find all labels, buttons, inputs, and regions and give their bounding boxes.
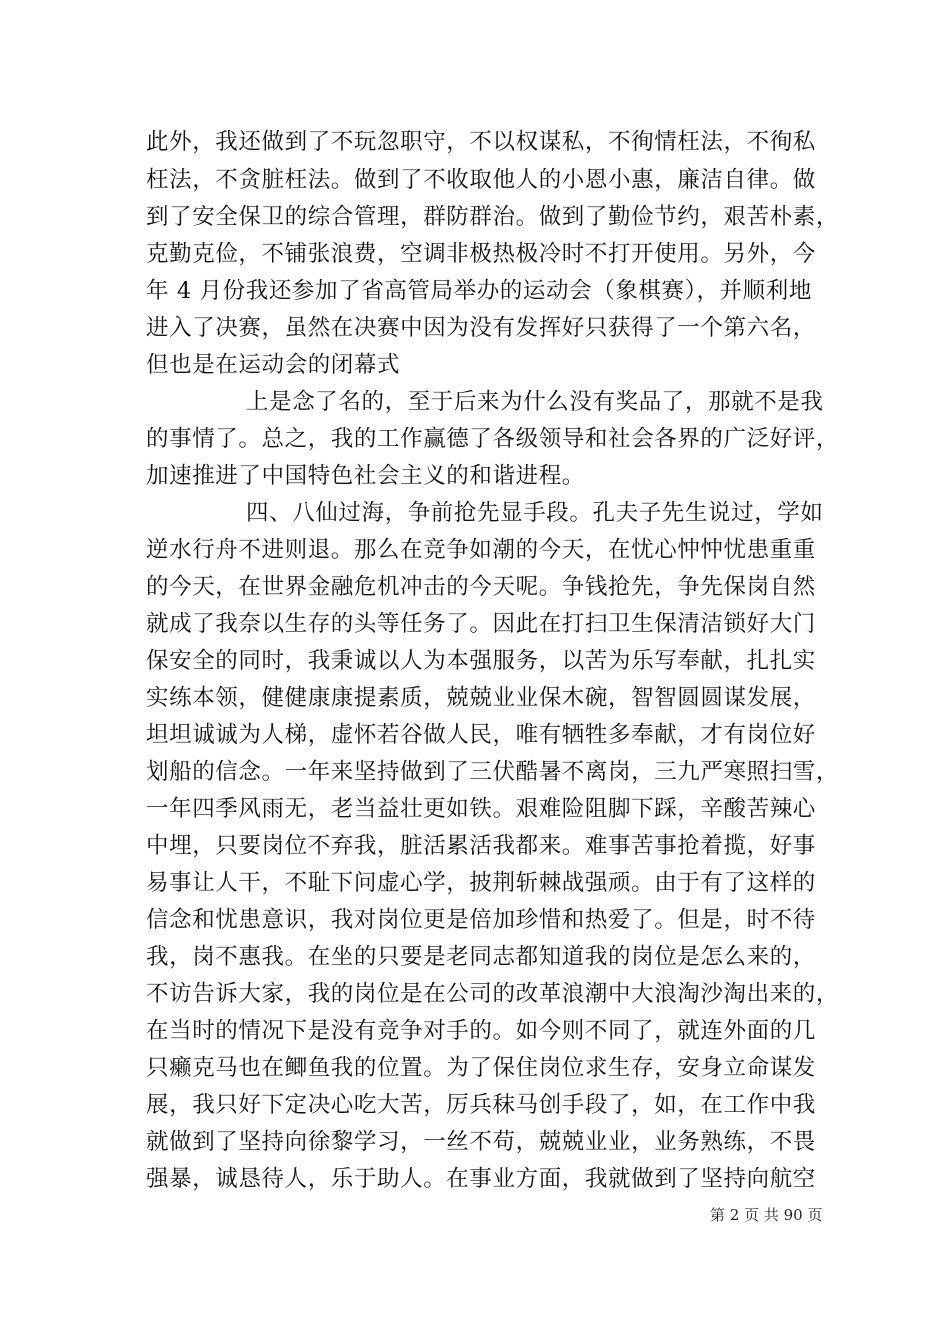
text-line: 展，我只好下定决心吃大苦，厉兵秣马创手段了，如，在工作中我 xyxy=(146,1092,816,1118)
text-line: 到了安全保卫的综合管理，群防群治。做到了勤俭节约，艰苦朴素， xyxy=(146,204,840,230)
text-line: 在当时的情况下是没有竞争对手的。如今则不同了，就连外面的几 xyxy=(146,1018,816,1044)
text-line: 只癞克马也在鲫鱼我的位置。为了保住岗位求生存，安身立命谋发 xyxy=(146,1055,816,1081)
page-number: 第 2 页 共 90 页 xyxy=(710,1206,823,1224)
text-line: 一年四季风雨无，老当益壮更如铁。艰难险阻脚下踩，辛酸苦辣心 xyxy=(146,796,816,822)
text-line: 就做到了坚持向徐黎学习，一丝不苟，兢兢业业，业务熟练，不畏 xyxy=(146,1129,816,1155)
text-line: 易事让人干，不耻下问虚心学，披荆斩棘战强顽。由于有了这样的 xyxy=(146,870,816,896)
text-line: 上是念了名的，至于后来为什么没有奖品了，那就不是我 xyxy=(246,389,824,415)
text-line: 但也是在运动会的闭幕式 xyxy=(146,352,401,378)
text-line: 划船的信念。一年来坚持做到了三伏酷暑不离岗，三九严寒照扫雪， xyxy=(146,759,840,785)
text-line: 此外，我还做到了不玩忽职守，不以权谋私，不徇情枉法，不徇私 xyxy=(146,129,816,155)
text-line: 进入了决赛，虽然在决赛中因为没有发挥好只获得了一个第六名， xyxy=(146,315,816,341)
text-line: 中埋，只要岗位不弃我，脏活累活我都来。难事苦事抢着揽，好事 xyxy=(146,833,816,859)
text-line: 逆水行舟不进则退。那么在竞争如潮的今天，在忧心忡忡忧患重重 xyxy=(146,537,816,563)
text-line: 四、八仙过海，争前抢先显手段。孔夫子先生说过，学如 xyxy=(246,500,824,526)
text-line: 克勤克俭，不铺张浪费，空调非极热极冷时不打开使用。另外，今 xyxy=(146,241,816,267)
text-line: 不访告诉大家，我的岗位是在公司的改革浪潮中大浪淘沙淘出来的， xyxy=(146,981,840,1007)
text-line: 坦坦诚诚为人梯，虚怀若谷做人民，唯有牺牲多奉献，才有岗位好 xyxy=(146,722,816,748)
text-line: 实练本领，健健康康提素质，兢兢业业保木碗，智智圆圆谋发展， xyxy=(146,685,816,711)
text-line: 年 4 月份我还参加了省高管局举办的运动会（象棋赛），并顺利地 xyxy=(146,278,812,304)
text-line: 强暴，诚恳待人，乐于助人。在事业方面，我就做到了坚持向航空 xyxy=(146,1166,816,1192)
text-line: 信念和忧患意识，我对岗位更是倍加珍惜和热爱了。但是，时不待 xyxy=(146,907,816,933)
text-line: 枉法，不贪脏枉法。做到了不收取他人的小恩小惠，廉洁自律。做 xyxy=(146,167,816,193)
text-line: 加速推进了中国特色社会主义的和谐进程。 xyxy=(146,463,585,489)
text-line: 就成了我奈以生存的头等任务了。因此在打扫卫生保清洁锁好大门 xyxy=(146,611,816,637)
text-line: 的事情了。总之，我的工作赢德了各级领导和社会各界的广泛好评， xyxy=(146,426,840,452)
text-line: 我，岗不惠我。在坐的只要是老同志都知道我的岗位是怎么来的， xyxy=(146,944,816,970)
text-line: 的今天，在世界金融危机冲击的今天呢。争钱抢先，争先保岗自然 xyxy=(146,574,816,600)
text-line: 保安全的同时，我秉诚以人为本强服务，以苦为乐写奉献，扎扎实 xyxy=(146,648,816,674)
